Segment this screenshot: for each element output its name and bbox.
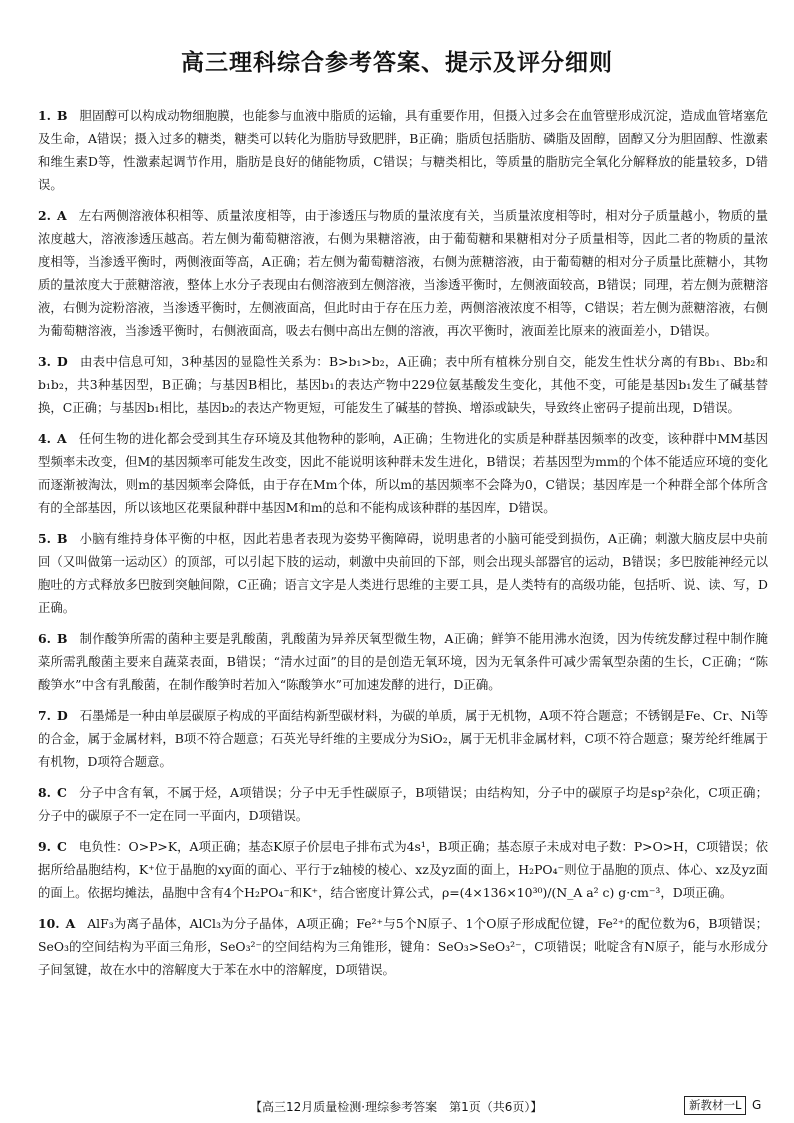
question-item [38,781,768,827]
explanation-text: 任何生物的进化都会受到其生存环境及其他物种的影响，A正确；生物进化的实质是种群基因频率的改变，该种群中MM基因型频率未改变，但M的基因频率可能发生改变，因此不能说明该种群未发生进化，B错误；若基因型为mm的个体不能适应环境的变化而逐渐被淘汰，则m的基因频率会降低，由于存在Mm个体，所以m的基因频率不会降为0，C错误；基因库是一个种群全部个体所含有的全部基因，所以该地区花栗鼠种群中基因M和m的总和不能构成该种群的基因库，D错误。 [38,431,768,515]
question-number: 1. [38,108,51,123]
explanation-text: 胆固醇可以构成动物细胞膜，也能参与血液中脂质的运输，具有重要作用，但摄入过多会在血管壁形成沉淀，造成血管堵塞危及生命，A错误；摄入过多的糖类，糖类可以转化为脂肪导致肥胖，B正确；脂质包括脂肪、磷脂及固醇，固醇又分为胆固醇、性激素和维生素D等，性激素起调节作用，脂肪是良好的储能物质，C错误；与糖类相比，等质量的脂肪完全氧化分解释放的能量较多，D错误。 [38,108,768,192]
edition-suffix: G [752,1098,762,1112]
answer-letter: D [56,354,68,369]
explanation-text: 小脑有维持身体平衡的中枢，因此若患者表现为姿势平衡障碍，说明患者的小脑可能受到损伤，A正确；刺激大脑皮层中央前回（又叫做第一运动区）的顶部，可以引起下肢的运动，刺激中央前回的下部，则会出现头部器官的运动，B错误；多巴胺能神经元以胞吐的方式释放多巴胺到突触间隙，C正确；语言文字是人类进行思维的主要工具，是人类特有的高级功能，包括听、说、读、写，D正确。 [38,531,768,615]
answer-letter: A [56,208,67,223]
question-number: 2. [38,208,51,223]
explanation-text: 石墨烯是一种由单层碳原子构成的平面结构新型碳材料，为碳的单质，属于无机物，A项不符合题意；不锈钢是Fe、Cr、Ni等的合金，属于金属材料，B项不符合题意；石英光导纤维的主要成分为SiO₂，属于无机非金属材料，C项不符合题意；聚芳纶纤维属于有机物，D项符合题意。 [38,708,768,769]
question-item [38,704,768,773]
question-item [38,627,768,696]
question-item [38,104,768,196]
explanation-text: 分子中含有氧，不属于烃，A项错误；分子中无手性碳原子，B项错误；由结构知，分子中的碳原子均是sp²杂化，C项正确；分子中的碳原子不一定在同一平面内，D项错误。 [38,785,768,823]
explanation-text: 左右两侧溶液体积相等、质量浓度相等，由于渗透压与物质的量浓度有关，当质量浓度相等时，相对分子质量越小，物质的量浓度越大，溶液渗透压越高。若左侧为葡萄糖溶液，右侧为果糖溶液，由于葡萄糖和果糖相对分子质量相等，因此二者的物质的量浓度相等，当渗透平衡时，两侧液面等高，A正确；若左侧为葡萄糖溶液，右侧为蔗糖溶液，由于葡萄糖的相对分子质量比蔗糖小，其物质的量浓度大于蔗糖溶液，整体上水分子表现由右侧溶液到左侧溶液，当渗透平衡时，左侧液面较高，B错误；同理，若左侧为蔗糖溶液，右侧为淀粉溶液，当渗透平衡时，左侧液面高，但此时由于存在压力差，两侧溶液浓度不相等，C错误；若左侧为蔗糖溶液，右侧为葡萄糖溶液，当渗透平衡时，右侧液面高，吸去右侧中高出左侧的溶液，再次平衡时，液面差比原来的液面差小，D错误。 [38,208,768,338]
answer-letter: C [56,785,67,800]
question-item [38,912,768,981]
answer-letter: B [56,108,68,123]
question-item [38,204,768,342]
question-number: 8. [38,785,51,800]
answer-letter: A [56,431,67,446]
question-number: 7. [38,708,51,723]
question-item [38,427,768,519]
question-number: 9. [38,839,51,854]
question-number: 4. [38,431,51,446]
answer-letter: B [56,531,68,546]
answer-letter: C [56,839,67,854]
answer-letter: A [65,916,76,931]
edition-badge: 新教材一L [684,1096,746,1115]
question-item [38,350,768,419]
explanation-text: 由表中信息可知，3种基因的显隐性关系为：B>b₁>b₂，A正确；表中所有植株分别自交，能发生性状分离的有Bb₁、Bb₂和b₁b₂，共3种基因型，B正确；与基因B相比，基因b₁的表达产物中229位氨基酸发生变化，其他不变，可能是基因b₁发生了碱基替换，C正确；与基因b₁相比，基因b₂的表达产物更短，可能发生了碱基的替换、增添或缺失，导致终止密码子提前出现，D错误。 [38,354,768,415]
question-number: 5. [38,531,51,546]
explanation-text: 制作酸笋所需的菌种主要是乳酸菌，乳酸菌为异养厌氧型微生物，A正确；鲜笋不能用沸水泡烫，因为传统发酵过程中制作腌菜所需乳酸菌主要来自蔬菜表面，B错误；“清水过面”的目的是创造无氧环境，因为无氧条件可减少需氧型杂菌的生长，C正确；“陈酸笋水”中含有乳酸菌，在制作酸笋时若加入“陈酸笋水”可加速发酵的进行，D正确。 [38,631,768,692]
answer-letter: D [56,708,68,723]
footer-page-info: 【高三12月质量检测·理综参考答案 第1页（共6页）】 [250,1100,543,1114]
answer-letter: B [56,631,68,646]
question-number: 6. [38,631,51,646]
explanation-text: 电负性：O>P>K，A项正确；基态K原子价层电子排布式为4s¹，B项正确；基态原子未成对电子数：P>O>H，C项错误；依据所给晶胞结构，K⁺位于晶胞的xy面的面心、平行于z轴棱的棱心、xz及yz面的面上，H₂PO₄⁻则位于晶胞的顶点、体心、xz及yz面的面上。依据均摊法，晶胞中含有4个H₂PO₄⁻和K⁺，结合密度计算公式，ρ=(4×136×10³⁰)/(N_A a² c) g·cm⁻³，D项正确。 [38,839,768,900]
question-number: 3. [38,354,51,369]
question-item [38,527,768,619]
explanation-text: AlF₃为离子晶体，AlCl₃为分子晶体，A项正确；Fe²⁺与5个N原子、1个O原子形成配位键，Fe²⁺的配位数为6，B项错误；SeO₃的空间结构为平面三角形，SeO₃²⁻的空间结构为三角锥形，键角：SeO₃>SeO₃²⁻，C项错误；吡啶含有N原子，能与水形成分子间氢键，故在水中的溶解度大于苯在水中的溶解度，D项错误。 [38,916,768,977]
question-item [38,835,768,904]
question-number: 10. [38,916,60,931]
page-title: 高三理科综合参考答案、提示及评分细则 [181,50,613,76]
answer-list [38,104,768,989]
page-footer [0,1098,794,1118]
